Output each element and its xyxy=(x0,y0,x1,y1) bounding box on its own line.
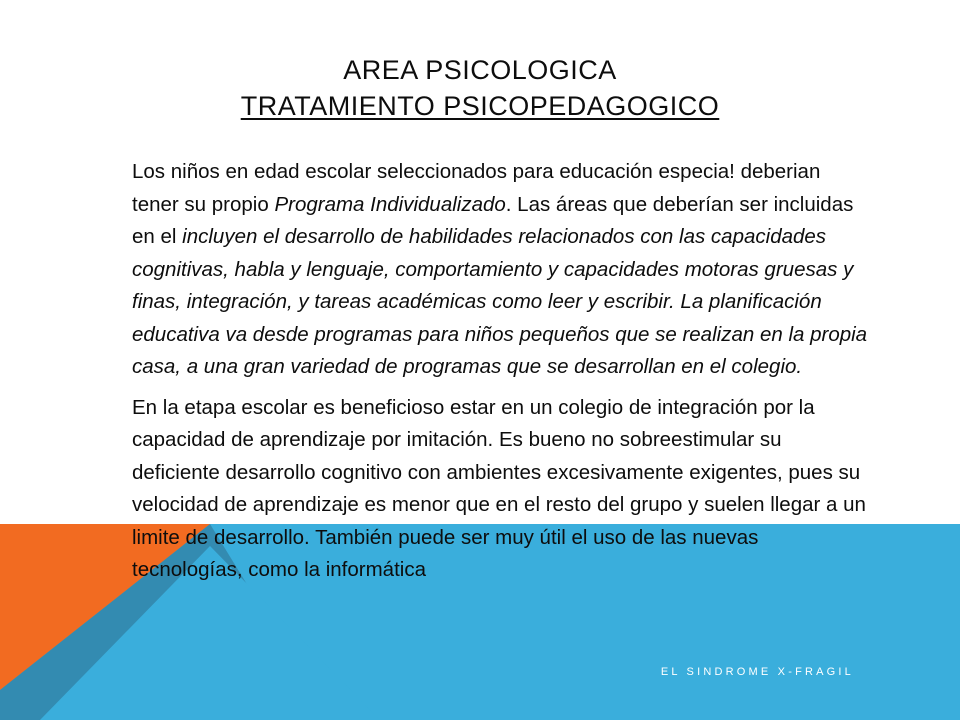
paragraph-1-seg1: Los niños en edad escolar seleccionados para educación especia! deberian tener su propio xyxy=(132,160,821,216)
title-line-2: TRATAMIENTO PSICOPEDAGOGICO xyxy=(240,91,720,121)
footer-text: EL SINDROME X-FRAGIL xyxy=(660,666,854,678)
paragraph-1-seg4: incluyen el desarrollo de habilidades relacionados con las capacidades cognitivas, habla y lenguaje, comportamiento y capacidades motoras gruesas y finas, integración, y tareas académicas como leer y escribir. La planificación educativa va desde programas para niños pequeños que se realizan en la propia casa, a una gran variedad de programas que se desarrollan en el colegio. xyxy=(132,225,868,378)
paragraph-2: En la etapa escolar es beneficioso estar en un colegio de integración por la capacidad de aprendizaje por imitación. Es bueno no sobreestimular su deficiente desarrollo cognitivo con ambientes excesivamente exigentes, pues su velocidad de aprendizaje es menor que en el resto del grupo y suelen llegar a un limite de desarrollo. También puede ser muy útil el uso de las nuevas tecnologías, como la informática xyxy=(132,395,866,581)
paragraph-1-seg2: Programa Individualizado xyxy=(274,192,506,216)
paragraph-1 xyxy=(132,156,872,384)
slide-body xyxy=(132,156,872,595)
slide-title xyxy=(0,52,960,124)
paragraph-1-seg3: . Las áreas que deberían ser incluidas en el xyxy=(132,192,854,248)
title-line-1: AREA PSICOLOGICA xyxy=(343,55,617,85)
